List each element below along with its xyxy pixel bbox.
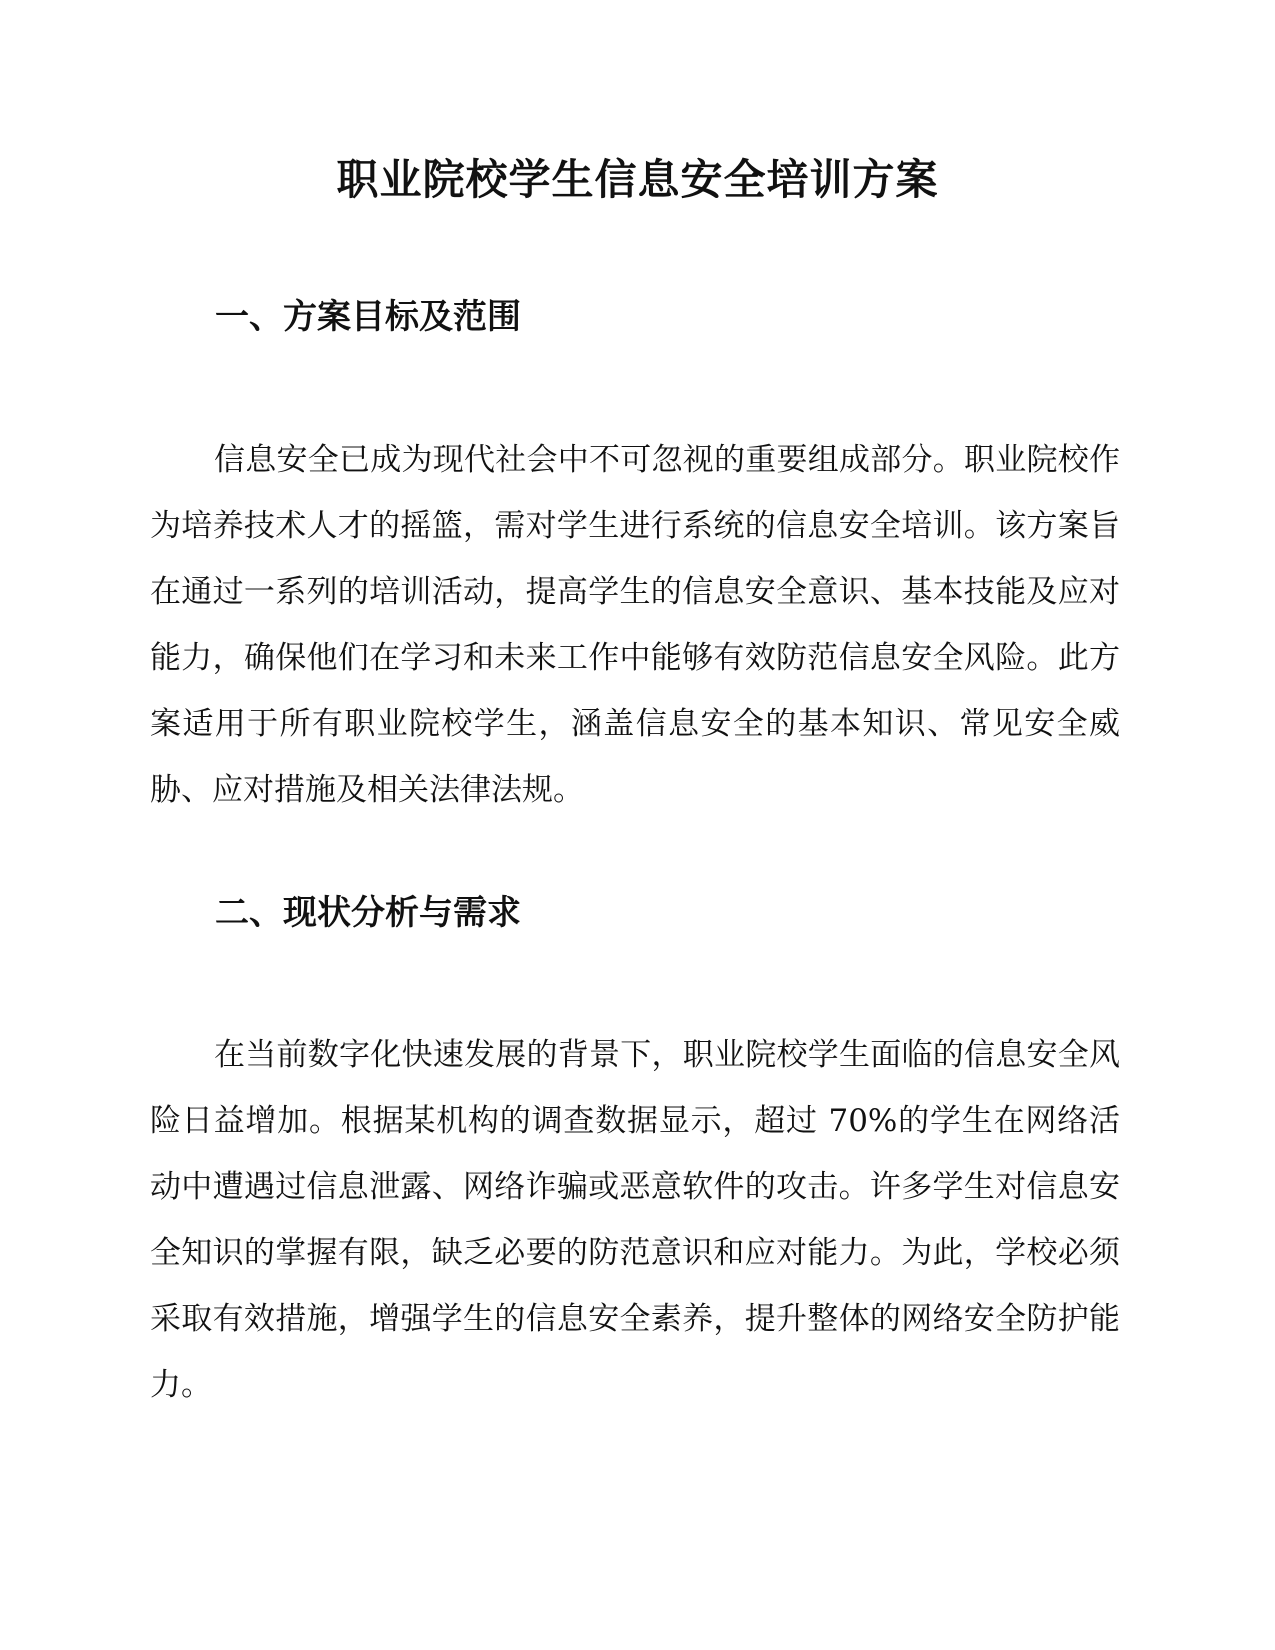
section-paragraph-scope: 信息安全已成为现代社会中不可忽视的重要组成部分。职业院校作为培养技术人才的摇篮，需对学生进行系统的信息安全培训。该方案旨在通过一系列的培训活动，提高学生的信息安全意识、基本技能及应对能力，确保他们在学习和未来工作中能够有效防范信息安全风险。此方案适用于所有职业院校学生，涵盖信息安全的基本知识、常见安全威胁、应对措施及相关法律法规。 xyxy=(150,442,1120,808)
section-paragraph-analysis: 在当前数字化快速发展的背景下，职业院校学生面临的信息安全风险日益增加。根据某机构的调查数据显示，超过 70%的学生在网络活动中遭遇过信息泄露、网络诈骗或恶意软件的攻击。许多学生对信息安全知识的掌握有限，缺乏必要的防范意识和应对能力。为此，学校必须采取有效措施，增强学生的信息安全素养，提升整体的网络安全防护能力。 xyxy=(150,1037,1120,1403)
document-title: 职业院校学生信息安全培训方案 xyxy=(336,155,939,204)
section-heading-analysis: 二、现状分析与需求 xyxy=(215,893,521,933)
section-heading-scope: 一、方案目标及范围 xyxy=(215,297,521,337)
